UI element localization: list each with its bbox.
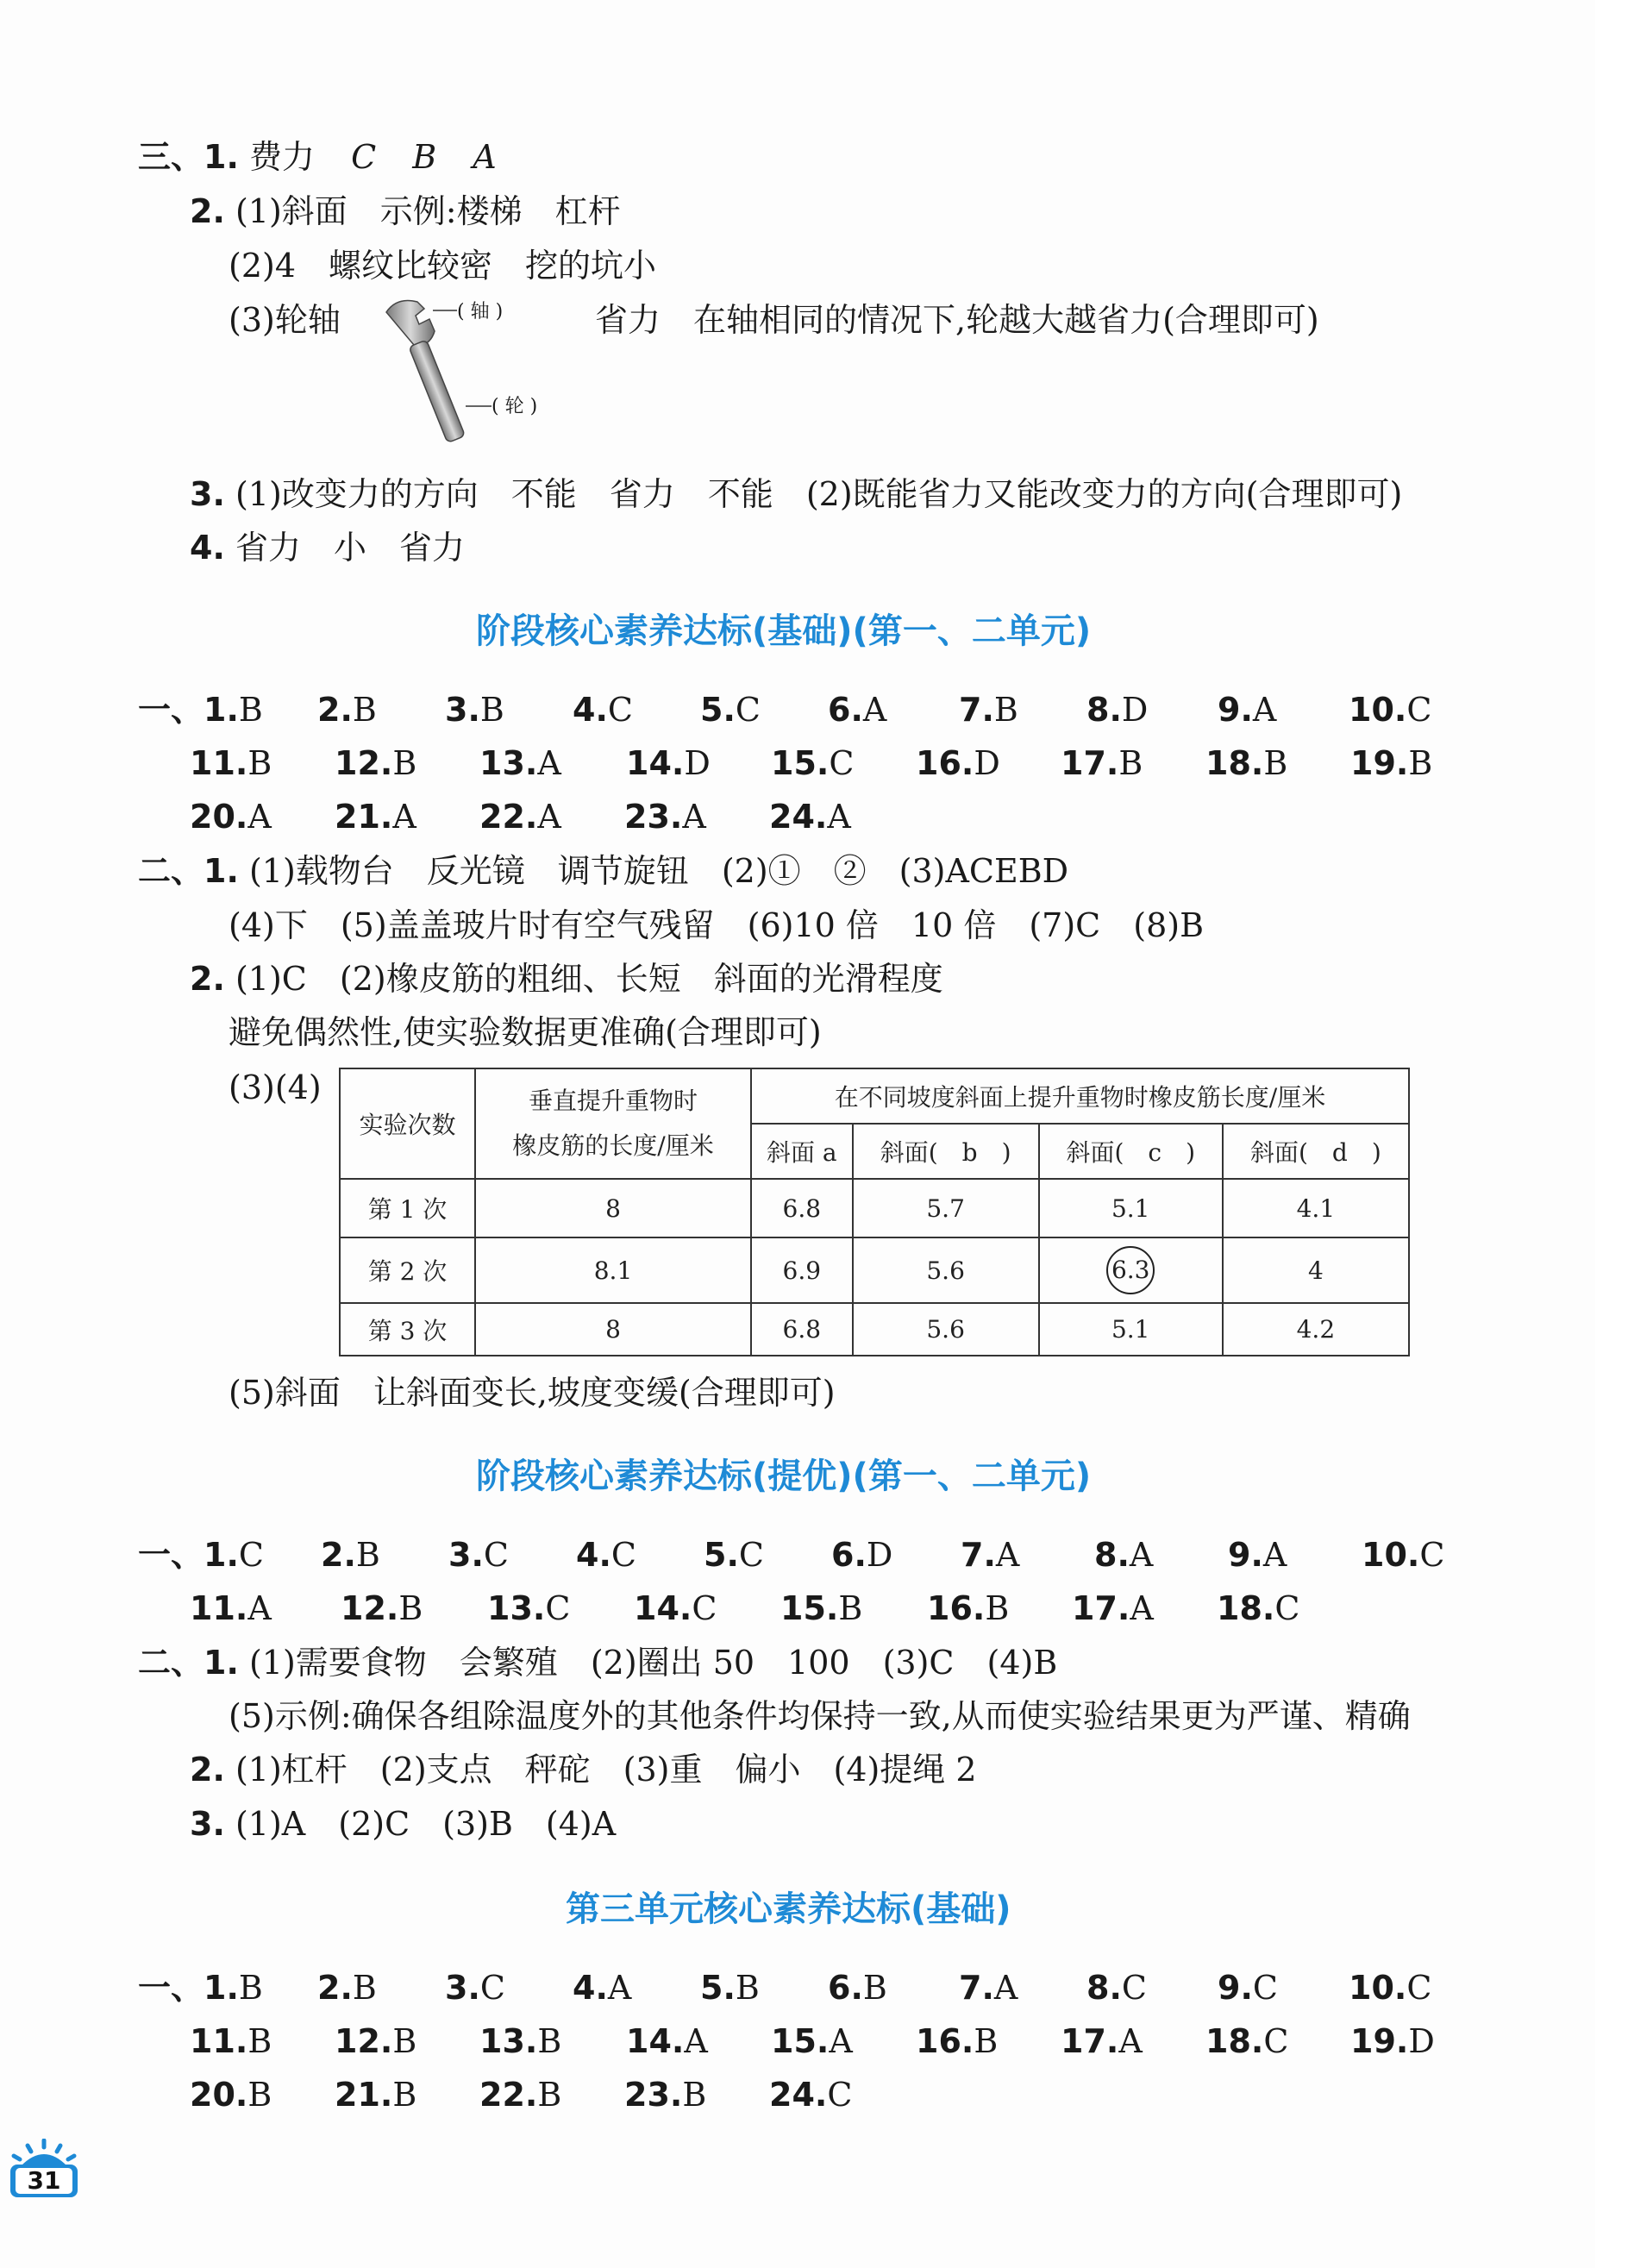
question-number: 4. [573,1969,608,2007]
cell: 4 [1223,1237,1409,1303]
answer-letter: B [355,1536,380,1574]
col-slope-d: 斜面( d ) [1223,1124,1409,1179]
question-number: 18. [1205,744,1264,782]
cell: 5.6 [853,1303,1039,1356]
cell: 5.6 [853,1237,1039,1303]
answer-letter: C [829,744,855,782]
answer-item [1061,742,1143,785]
header-vertical [475,1068,751,1179]
answer-text: (1)A (2)C (3)B (4)A [235,1805,617,1843]
question-number: 12. [341,1589,399,1627]
experiment-table [339,1068,1410,1356]
question-number: 一、1. [138,1969,239,2007]
answer-letter: D [1121,691,1149,729]
answer-text: (3)轮轴 [229,301,341,339]
cell: 5.1 [1039,1179,1223,1237]
answer-item [959,1966,1018,2009]
col-slope-a: 斜面 a [751,1124,853,1179]
question-number: 12. [335,744,393,782]
question-number: 4. [576,1536,611,1574]
question-number: 17. [1072,1589,1130,1627]
answer-item [190,2073,272,2116]
answer-text: (1)需要食物 会繁殖 (2)圈出 50 100 (3)C (4)B [248,1644,1058,1682]
answer-letter: D [974,744,1000,782]
row-label: 第 1 次 [340,1179,475,1237]
p2-q3 [190,1802,616,1845]
answer-text: (3)(4) [229,1068,322,1106]
answer-item [624,2073,706,2116]
answer-letter: B [238,1969,263,2007]
answer-letter: B [247,2022,272,2060]
question-number: 二、1. [138,852,239,890]
question-number: 2. [190,960,225,998]
answer-letter: B [1408,744,1433,782]
answer-item [190,795,272,838]
s3-line-3 [229,244,656,287]
answer-item [138,1966,263,2009]
answer-item [771,2020,853,2063]
cell: 4.1 [1223,1179,1409,1237]
answer-item [700,688,761,731]
wheel-label: ( 轮 ) [492,396,538,417]
answer-letter: A [995,1536,1020,1574]
answer-letter: A [827,798,851,836]
question-number: 22. [479,798,538,836]
question-number: 10. [1349,1969,1407,2007]
answer-item [335,2073,416,2116]
question-number: 6. [831,1536,867,1574]
p2-q1 [138,1641,1057,1684]
table-row [340,1237,1409,1303]
answer-item [626,2020,708,2063]
answer-item [1205,742,1287,785]
answer-item [1061,2020,1143,2063]
answer-letter: B [479,691,504,729]
answer-item [704,1533,764,1576]
answer-item [1094,1533,1153,1576]
question-number: 8. [1086,1969,1122,2007]
answer-letter: A [247,798,272,836]
answer-letter: D [1408,2022,1435,2060]
answer-item [190,1587,272,1630]
answer-item [769,2073,852,2116]
question-number: 5. [704,1536,739,1574]
circled-value: 6.3 [1106,1246,1155,1294]
answer-item [317,1966,377,2009]
answer-letter: A [829,2022,853,2060]
question-number: 6. [828,691,863,729]
table-row [340,1179,1409,1237]
answer-letter: C [692,1589,717,1627]
question-number: 11. [190,1589,248,1627]
question-number: 4. [573,691,608,729]
answer-item [1350,2020,1435,2063]
answer-text: (1)C (2)橡皮筋的粗细、长短 斜面的光滑程度 [235,960,943,998]
question-number: 21. [335,798,393,836]
question-number: 18. [1205,2022,1264,2060]
p1-q2d [229,1011,822,1054]
answer-letter: D [866,1536,893,1574]
cell: 5.1 [1039,1303,1223,1356]
question-number: 8. [1086,691,1122,729]
answer-text: 省力 小 省力 [235,529,465,567]
question-number: 二、1. [138,1644,239,1682]
question-number: 22. [479,2076,538,2114]
answer-letter: A [1118,2022,1143,2060]
answer-letter: C [738,1536,764,1574]
answer-letter: C [1121,1969,1147,2007]
answer-letter: C [1252,1969,1278,2007]
cell: 4.2 [1223,1303,1409,1356]
col-slope-b: 斜面( b ) [853,1124,1039,1179]
answer-letter: A [392,798,416,836]
answer-item [769,795,851,838]
answer-item [335,795,416,838]
answer-item [624,795,706,838]
answer-item [1086,1966,1147,2009]
p1-q2e [229,1066,322,1109]
answer-letter: B [392,744,417,782]
answer-letter: A [1262,1536,1287,1574]
question-number: 15. [771,744,830,782]
answer-letter: B [682,2076,707,2114]
answer-letter: B [735,1969,760,2007]
answer-letter: B [352,691,377,729]
answer-letter: B [398,1589,423,1627]
question-number: 9. [1218,691,1253,729]
row-label: 第 2 次 [340,1237,475,1303]
answer-letter: B [993,691,1018,729]
p1-q2b [229,904,1204,947]
answer-letter: C [545,1589,571,1627]
question-number: 8. [1094,1536,1130,1574]
p1-q2f [229,1371,836,1414]
answer-letter: B [238,691,263,729]
answer-letter: C [607,691,633,729]
p1-q2a [138,849,1068,893]
cell: 8 [475,1179,751,1237]
header-slope: 在不同坡度斜面上提升重物时橡皮筋长度/厘米 [751,1068,1409,1124]
answer-letter: C [479,1969,505,2007]
answer-letter: C [1406,691,1432,729]
answer-item [700,1966,760,2009]
question-number: 10. [1362,1536,1420,1574]
answer-letter: A [247,1589,272,1627]
answer-item [916,2020,998,2063]
answer-item [448,1533,509,1576]
answer-letter: C [735,691,761,729]
answer-letter: D [684,744,711,782]
answer-item [916,742,1000,785]
answer-letter: A [993,1969,1018,2007]
p2-q1b [229,1695,1411,1738]
answer-letter: A [684,2022,708,2060]
question-number: 6. [828,1969,863,2007]
answer-letter: B [985,1589,1010,1627]
answer-letter: B [247,2076,272,2114]
header-vertical-line2: 橡皮筋的长度/厘米 [512,1131,714,1160]
answer-item [1218,1966,1278,2009]
question-number: 17. [1061,2022,1119,2060]
answer-text: (4)下 (5)盖盖玻片时有空气残留 (6)10 倍 10 倍 (7)C (8)B [229,906,1205,944]
question-number: 3. [445,691,480,729]
question-number: 7. [959,691,994,729]
question-number: 11. [190,744,248,782]
answer-letter: A [1129,1536,1154,1574]
question-number: 3. [448,1536,484,1574]
question-number: 2. [317,1969,353,2007]
question-number: 13. [487,1589,546,1627]
answer-item [927,1587,1009,1630]
axle-label: ( 轴 ) [457,301,504,323]
answer-text: (1)斜面 示例:楼梯 杠杆 [235,192,621,230]
question-number: 3. [445,1969,480,2007]
answer-item [1086,688,1148,731]
answer-item [780,1587,862,1630]
question-number: 11. [190,2022,248,2060]
question-number: 19. [1350,744,1409,782]
answer-item [573,1966,631,2009]
answer-letter: C [483,1536,509,1574]
answer-letter: B [838,1589,863,1627]
question-number: 19. [1350,2022,1409,2060]
question-number: 一、1. [138,1536,239,1574]
answer-letter: B [352,1969,377,2007]
question-number: 15. [780,1589,839,1627]
cell: 8 [475,1303,751,1356]
question-number: 24. [769,2076,828,2114]
question-number: 16. [927,1589,986,1627]
answer-letter: B [392,2022,417,2060]
question-number: 24. [769,798,828,836]
question-number: 13. [479,744,538,782]
col-slope-c: 斜面( c ) [1039,1124,1223,1179]
answer-item [961,1533,1019,1576]
answer-item [1350,742,1432,785]
answer-letter: A [537,744,561,782]
answer-item [190,2020,272,2063]
section-heading: 阶段核心素养达标(基础)(第一、二单元) [476,611,1092,651]
s3-line-6 [190,526,465,569]
question-number: 15. [771,2022,830,2060]
question-number: 2. [321,1536,356,1574]
answer-letter: C [1263,2022,1289,2060]
section-heading: 第三单元核心素养达标(基础) [566,1889,1011,1929]
answer-item [341,1587,423,1630]
question-number: 21. [335,2076,393,2114]
answer-item [626,742,711,785]
answer-item [479,2073,561,2116]
question-number: 20. [190,2076,248,2114]
answer-letter: C [1419,1536,1445,1574]
cell: 5.7 [853,1179,1039,1237]
answer-letter: C [827,2076,853,2114]
answer-text: (2)4 螺纹比较密 挖的坑小 [229,247,657,285]
answer-letter: B [974,2022,999,2060]
answer-item [576,1533,636,1576]
answer-item [138,1533,264,1576]
answer-item [445,688,504,731]
answer-letter: C [1274,1589,1300,1627]
question-number: 23. [624,2076,683,2114]
answer-text: (5)示例:确保各组除温度外的其他条件均保持一致,从而使实验结果更为严谨、精确 [229,1697,1411,1735]
answer-item [317,688,377,731]
answer-letter: A [607,1969,632,2007]
question-number: 18. [1217,1589,1275,1627]
answer-c: C [351,138,377,176]
answer-letter: B [392,2076,417,2114]
answer-item [828,1966,887,2009]
answer-letter: A [1130,1589,1154,1627]
answer-item [1349,688,1431,731]
section-heading: 阶段核心素养达标(提优)(第一、二单元) [476,1457,1092,1496]
question-number: 16. [916,2022,974,2060]
answer-letter: B [1118,744,1143,782]
row-label: 第 3 次 [340,1303,475,1356]
question-number: 3. [190,1805,225,1843]
s3-line-1 [138,135,497,179]
question-number: 17. [1061,744,1119,782]
s3-line-4 [229,298,341,341]
answer-item [335,742,416,785]
header-times: 实验次数 [340,1068,475,1179]
question-number: 14. [626,2022,685,2060]
answer-item [445,1966,505,2009]
answer-item [479,2020,561,2063]
header-vertical-line1: 垂直提升重物时 [528,1087,698,1115]
answer-item [771,742,854,785]
question-number: 23. [624,798,683,836]
p1-q2c [190,957,943,1000]
answer-item [1072,1587,1154,1630]
answer-item [335,2020,416,2063]
question-number: 7. [961,1536,996,1574]
answer-text: (1)改变力的方向 不能 省力 不能 (2)既能省力又能改变力的方向(合理即可) [235,475,1403,513]
answer-text: (1)载物台 反光镜 调节旋钮 (2)① ② (3)ACEBD [248,852,1069,890]
cell: 6.8 [751,1179,853,1237]
question-number: 2. [190,192,225,230]
answer-text: 费力 [248,138,315,176]
s3-line-5 [190,473,1402,516]
answer-text: 省力 在轴相同的情况下,轮越大越省力(合理即可) [595,301,1319,339]
answer-item [573,688,633,731]
answer-a: A [473,138,497,176]
answer-letter: C [238,1536,264,1574]
answer-letter: A [537,798,561,836]
question-number: 13. [479,2022,538,2060]
answer-item [634,1587,717,1630]
page-number-badge [7,2139,81,2199]
question-number: 2. [317,691,353,729]
question-number: 5. [700,691,736,729]
answer-letter: A [682,798,706,836]
answer-letter: C [1406,1969,1432,2007]
answer-text: (1)杠杆 (2)支点 秤砣 (3)重 偏小 (4)提绳 2 [235,1751,977,1789]
answer-letter: A [862,691,887,729]
question-number: 3. [190,475,225,513]
answer-item [138,688,263,731]
question-number: 9. [1218,1969,1253,2007]
cell: 6.8 [751,1303,853,1356]
table-row [340,1303,1409,1356]
s3-line-2 [190,190,621,233]
question-number: 14. [634,1589,692,1627]
question-number: 10. [1349,691,1407,729]
answer-item [190,742,272,785]
question-number: 16. [916,744,974,782]
answer-letter: B [537,2076,562,2114]
question-number: 14. [626,744,685,782]
answer-letter: B [537,2022,562,2060]
answer-letter: C [610,1536,636,1574]
answer-item [1218,688,1276,731]
p2-q2 [190,1748,977,1791]
question-number: 2. [190,1751,225,1789]
answer-letter: A [1252,691,1277,729]
answer-item [959,688,1018,731]
s3-line-4-rest [595,298,1319,341]
answer-letter: B [1263,744,1288,782]
answer-item [1228,1533,1287,1576]
question-number: 4. [190,529,225,567]
answer-item [479,742,561,785]
answer-text: (5)斜面 让斜面变长,坡度变缓(合理即可) [229,1374,836,1412]
answer-item [828,688,886,731]
answer-b: B [412,138,437,176]
question-number: 20. [190,798,248,836]
answer-item [1217,1587,1299,1630]
question-number: 7. [959,1969,994,2007]
question-number: 三、1. [138,138,239,176]
answer-item [1349,1966,1431,2009]
question-number: 5. [700,1969,736,2007]
answer-letter: B [247,744,272,782]
answer-item [1205,2020,1288,2063]
question-number: 9. [1228,1536,1263,1574]
question-number: 一、1. [138,691,239,729]
cell: 8.1 [475,1237,751,1303]
answer-item [479,795,561,838]
question-number: 12. [335,2022,393,2060]
answer-letter: B [862,1969,887,2007]
answer-item [831,1533,892,1576]
cell [1039,1237,1223,1303]
page-number: 31 [27,2166,61,2195]
cell: 6.9 [751,1237,853,1303]
answer-item [487,1587,570,1630]
answer-text: 避免偶然性,使实验数据更准确(合理即可) [229,1013,822,1051]
answer-item [321,1533,380,1576]
answer-item [1362,1533,1444,1576]
